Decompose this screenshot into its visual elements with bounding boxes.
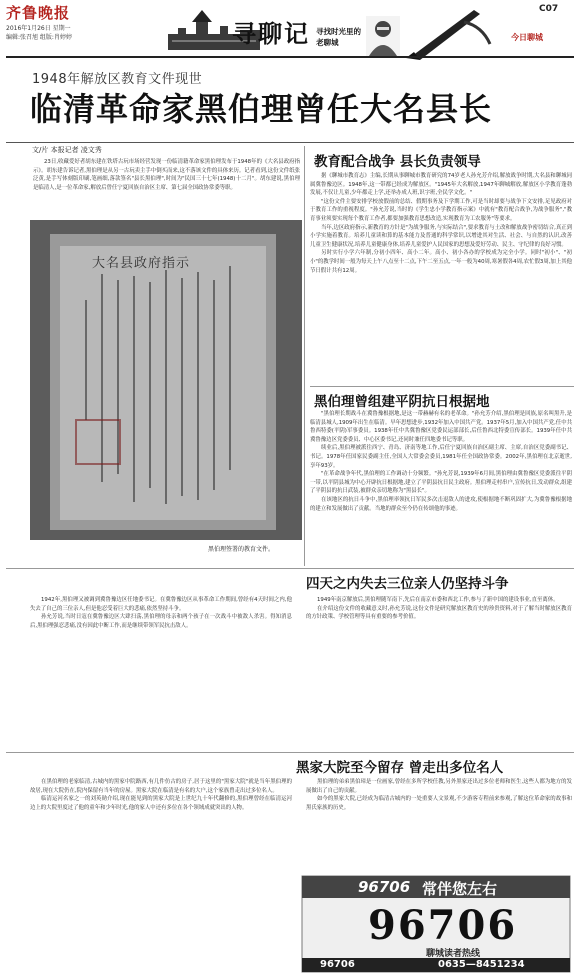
section-1-paragraph: 当年,边区政府指示,新教育的方针是"为战争服务,与实际结合",要求教育与土改和解放战争密切结合,真正到小学实施着教育。培养儿童读和算的基本能力及普通的科学常识,以增进其对生活、社会、与自然的认识,改善儿童卫生健康状况,培养儿童健康身体,培养儿童爱护人民国家的思想及爱好劳动、民主、守纪律的良好习惯。: [310, 224, 572, 248]
photo-caption: 黑伯理签署的教育文件。: [208, 546, 275, 553]
editor-credit: 编辑:张召旭 组版:肖婷婷: [6, 34, 72, 41]
section-divider: [6, 568, 574, 569]
ad-phone-2: 0635—8451234: [438, 959, 525, 970]
section-divider: [6, 752, 574, 753]
article-kicker: 1948年解放区教育文件现世: [32, 72, 203, 87]
masthead-divider: [6, 56, 574, 58]
section-3-left-body: [30, 596, 292, 750]
section-3-paragraph: 在介绍这份文件的收藏意义时,孙允芳说,这份文件是研究解放区教育史的珍贵资料,对于了解当时解放区教育的方针政策、学校管理等具有重要的参考价值。: [306, 605, 572, 621]
section-4-left-body: [30, 778, 292, 868]
section-2-paragraph: 在该地区的抗日斗争中,黑伯理率领抗日军民多次击退敌人的进攻,使根据地不断巩固扩大,为冀鲁豫根据地的建立和发展做出了贡献。当地的群众至今仍在传颂他的事迹。: [310, 496, 572, 512]
headline-divider: [6, 142, 574, 143]
lead-paragraph: 23日,收藏爱好者胡东建在铁塔古玩市场经营发现一份临清籍革命家黑伯理发布于1948年的《大名县政府指示》。胡东建告诉记者,黑伯理是从另一古玩卖主手中倒买而来,这不落该文件的具体来历。记者看到,这份文件纸张泛黄,是手写体刻版印刷,笔画细,落款签名"县长黑伯理",时间为"民国三十七年(1948)十二月"。胡东建说,黑伯理是临清人,是一位革命家,解放后曾任宁夏回族自治区主席、第七届全国政协常委等职。: [33, 159, 300, 191]
column-slogan: [316, 26, 368, 48]
section-2-body: [310, 410, 572, 565]
article-byline: 文/片 本报记者 凌文秀: [32, 146, 102, 154]
document-photo: [30, 220, 302, 540]
section-3-right-body: [306, 596, 572, 750]
section-4-paragraph: 在黑伯理的老家临清,古城内的黑家中院路西,有几件仿古的房子,居于这里的"黑家大院"就是当年黑伯理的故居,现在大院仍在,院内保留有当年的房屋。黑家大院在临清是有名的大户,这个家族曾走出过多位名人。: [30, 779, 292, 794]
section-2-paragraph: "黑伯理长期战斗在冀鲁豫根据地,是这一带赫赫有名的老革命。"孙允芳介绍,黑伯理是回族,原名叫黑升,是临清县城人,1909年出生在临清。早年思想进步,1932年加入中国共产党。1937年5月,加入中国共产党,任中共鲁西特委(平阴)军事委员。1938年任中共冀鲁豫区党委民运部部长,后任鲁西北特委宣传部长。1939年任中共冀鲁豫边区党委委员、中心区委书记,还同时兼任四地委书记等职。: [310, 411, 572, 443]
subhead-2: 黑伯理曾组建平阴抗日根据地: [314, 394, 490, 410]
subhead-1: 教育配合战争 县长负责领导: [314, 154, 481, 170]
section-1-body: [310, 172, 572, 384]
slogan-text: 寻找时光里的老聊城: [316, 27, 361, 47]
section-3-paragraph: 孙允芳说,当时日寇在冀鲁豫边区大肆扫荡,黑伯理的母亲和两个孩子在一次战斗中被敌人杀害。得知消息后,黑伯理强忍悲痛,没有因此中断工作,而是继续带领军民抗击敌人。: [30, 614, 292, 629]
section-label: 今日聊城: [511, 33, 543, 42]
section-4-paragraph: 黑伯理的弟弟黑伯璋是一位画家,曾经在多所学校任教,另外黑家还出过多位老师和医生,这些人都为地方的发展做出了自己的贡献。: [306, 779, 572, 794]
newspaper-logo: 齐鲁晚报: [6, 4, 71, 22]
section-divider: [310, 386, 574, 387]
ad-headline-number: 96706: [358, 878, 411, 896]
hotline-advertisement: [6, 872, 574, 976]
section-4-paragraph: 如今的黑家大院,已经成为临清古城内的一处重要人文景观,不少游客专程前来参观,了解这位革命家的故事和黑氏家族的历史。: [306, 796, 572, 811]
elder-portrait-photo: [366, 16, 400, 56]
subhead-4: 黑家大院至今留存 曾走出多位名人: [296, 760, 504, 776]
section-2-paragraph: 续业后,黑伯理被派往西宁、青岛、济南等地工作,后任宁夏回族自治区副主席、主席,自治区党委副书记、书记。1978年任国家民委副主任,全国人大常委会委员,1981年任全国政协常委。2002年,黑伯理在北京逝世,享年93岁。: [310, 445, 572, 469]
section-3-paragraph: 1949年南京解放后,黑伯理随军南下,先后在南京市委和西北工作,参与了新中国的建设事业,直至离休。: [317, 597, 559, 603]
section-3-paragraph: 1942年,黑伯理又被调到冀鲁豫边区任地委书记。在冀鲁豫边区从事革命工作期间,曾经有4天时间之内,他失去了自己的三位亲人,但是他忍受着巨大的悲痛,依然坚持斗争。: [30, 597, 292, 612]
section-4-right-body: [306, 778, 572, 868]
date-text: 2016年1月26日 星期一: [6, 25, 71, 32]
column-divider: [304, 146, 305, 566]
subhead-3: 四天之内失去三位亲人仍坚持斗争: [306, 576, 509, 592]
ad-hotline-label: 聊城读者热线: [426, 949, 481, 959]
article-headline: 临清革命家黑伯理曾任大名县长: [30, 90, 493, 128]
section-4-paragraph: 临清运河名家之一的刘英勋介绍,现在能见到的黑家大院是上世纪九十年代翻修的,黑伯理曾经在临清运河边上的大院里度过了他的童年和少年时光,他的家人中还有多位在各个领域成就突出的人物。: [30, 796, 292, 811]
brush-pen-illustration: [404, 4, 494, 60]
masthead: [0, 0, 580, 66]
page-number: C07: [539, 4, 559, 14]
ad-big-number: 96706: [368, 902, 518, 949]
section-2-paragraph: "在革命战争年代,黑伯理的工作调动十分频繁。"孙允芳说,1939年6月间,黑伯理由冀鲁豫区党委派往平阴一带,以平阴县城为中心开辟抗日根据地,建立了平阴县抗日民主政府。黑伯理走村串户,宣传抗日,发动群众,组建了平阴县的抗日武装,被群众亲切地称为"黑县长"。: [310, 471, 572, 495]
section-1-paragraph: "这份文件主要安排学校放假前的总结、假期事务及下学期工作,可是当时却要与战争下文安排,足见政府对于教育工作的重视程度。"孙允芳说,当时的《学生忠小学教育指示案》中就有"教育配合战争,为战争服务","教育事业须要实现每个教育工作者,都要加强教育思想改造,实现教育为工农服务"等要求。: [310, 198, 572, 222]
column-title: 寻聊记: [232, 19, 310, 48]
document-title-handwriting: 大名县政府指示: [92, 256, 191, 271]
section-1-paragraph: 据《聊城市教育志》主编,长期从事聊城市教育研究的74岁老人孙允芳介绍,解放战争时期,大名县和聊城同属冀鲁豫边区。1948年,这一带都已经成为解放区。"1945年大名解放,1947年聊城解放,解放区小学教育蓬勃发展,不仅让儿童,少年都走上学,还举办成人班,识字班,全民学文化。": [310, 173, 572, 197]
dateline: [6, 24, 72, 42]
section-1-paragraph: 另时实行小学六年制,分初小四年、高小二年。高小、初小各办的学校成为完全小学。同时"初小"、"初小"的教学时间一般为每天上午八点至十二点,下午二至五点,一年一般为40周,寒暑假各4周,农忙假3周,加上其他节日假计共有12周。: [310, 250, 572, 274]
ad-headline-slogan: 常伴您左右: [422, 880, 498, 898]
ad-phone-1: 96706: [320, 959, 355, 970]
